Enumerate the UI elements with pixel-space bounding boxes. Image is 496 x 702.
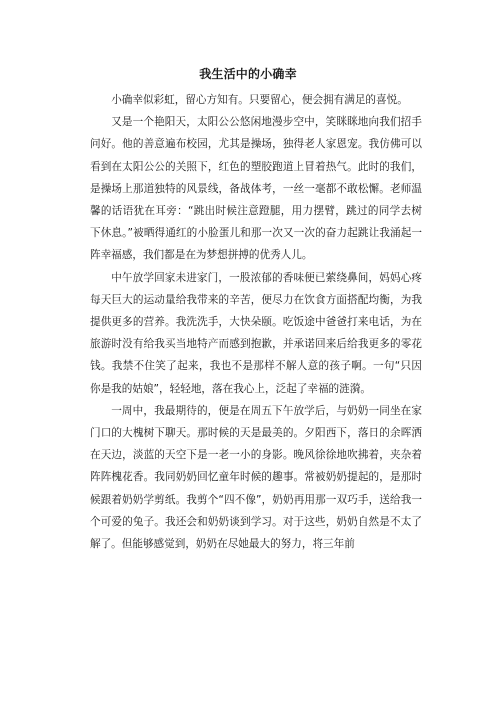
paragraph-2: 又是一个艳阳天，太阳公公悠闲地漫步空中，笑眯眯地向我们招手问好。他的善意遍布校园，尤其是操场，独得老人家恩宠。我仿佛可以看到在太阳公公的关照下，红色的塑胶跑道上冒着热气。此时的我们，是操场上那道独特的风景线，备战体考，一丝一毫都不敢松懈。老师温馨的话语犹在耳旁：“跳出时候注意蹬腿，用力摆臂，跳过的同学去树下休息。”被晒得通红的小脸蛋儿和那一次又一次的奋力起跳让我涌起一阵幸福感，我们都是在为梦想拼搏的优秀人儿。 <box>90 116 422 262</box>
paragraph-3: 中午放学回家未进家门，一股浓郁的香味便已萦绕鼻间，妈妈心疼每天巨大的运动量给我带来的辛苦，便尽力在饮食方面搭配均衡，为我提供更多的营养。我洗洗手，大快朵颐。吃饭途中爸爸打来电话，为在旅游时没有给我买当地特产而感到抱歉，并承诺回来后给我更多的零花钱。我禁不住笑了起来，我也不是那样不解人意的孩子啊。一句“只因你是我的姑娘”，轻轻地，落在我心上，泛起了幸福的涟漪。 <box>90 271 422 395</box>
document-body <box>90 89 422 555</box>
paragraph-4: 一周中，我最期待的，便是在周五下午放学后，与奶奶一同坐在家门口的大槐树下聊天。那时候的天是最美的。夕阳西下，落日的余晖洒在天边，淡蓝的天空下是一老一小的身影。晚风徐徐地吹拂着，夹杂着阵阵槐花香。我同奶奶回忆童年时候的趣事。常被奶奶提起的，是那时候跟着奶奶学剪纸。我剪个“四不像”，奶奶再用那一双巧手，送给我一个可爱的兔子。我还会和奶奶谈到学习。对于这些，奶奶自然是不太了解了。但能够感觉到，奶奶在尽她最大的努力，将三年前 <box>90 404 422 551</box>
paragraph-1: 小确幸似彩虹，留心方知有。只要留心，便会拥有满足的喜悦。 <box>111 94 408 106</box>
page-title: 我生活中的小确幸 <box>199 67 297 81</box>
